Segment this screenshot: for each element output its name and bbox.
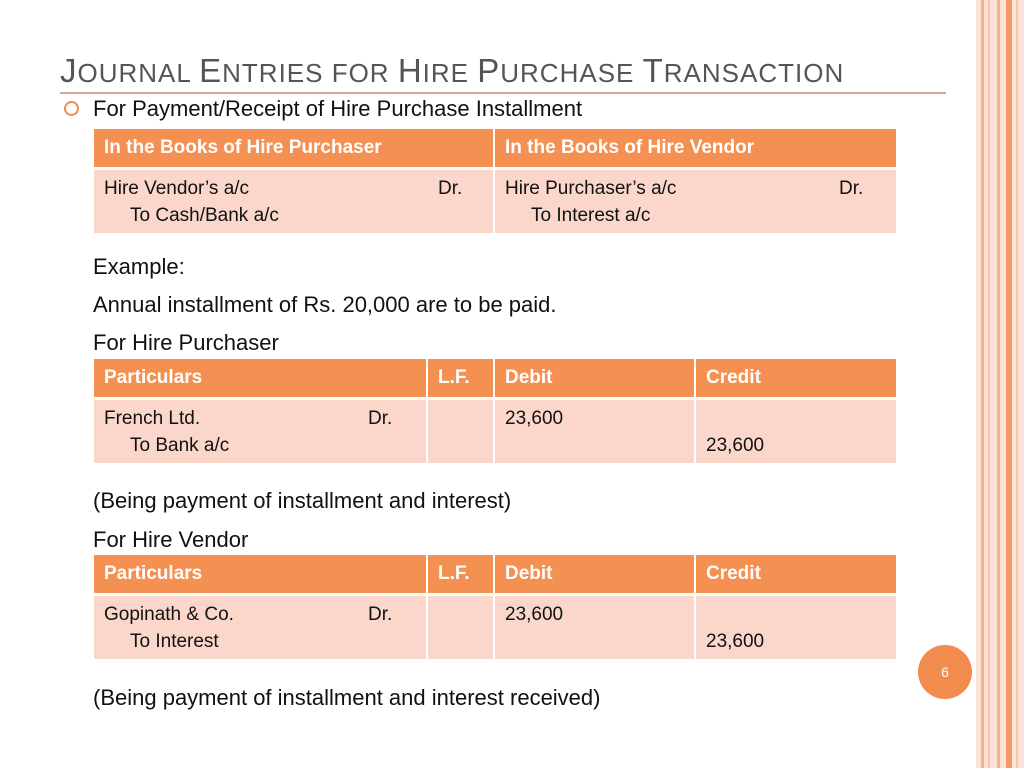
decorative-stripe bbox=[997, 0, 1000, 768]
purchaser-entry-cell bbox=[94, 169, 494, 233]
decorative-stripe bbox=[1006, 0, 1012, 768]
title-divider bbox=[60, 92, 946, 94]
title-initial: J bbox=[60, 52, 78, 89]
bullet-circle-icon bbox=[64, 101, 79, 116]
header-debit: Debit bbox=[494, 555, 695, 595]
books-table bbox=[94, 129, 896, 233]
credit-account: To Interest bbox=[130, 631, 219, 652]
credit-amount: 23,600 bbox=[706, 631, 765, 652]
bullet-text: For Payment/Receipt of Hire Purchase Installment bbox=[93, 96, 583, 121]
credit-amount: 23,600 bbox=[706, 435, 765, 456]
credit-cell bbox=[695, 399, 896, 463]
header-debit: Debit bbox=[494, 359, 695, 399]
debit-amount: 23,600 bbox=[505, 604, 564, 625]
header-cell-purchaser: In the Books of Hire Purchaser bbox=[94, 129, 494, 169]
credit-cell bbox=[695, 595, 896, 659]
header-particulars: Particulars bbox=[94, 359, 427, 399]
debit-account: Hire Purchaser’s a/c bbox=[505, 178, 677, 199]
decorative-stripe bbox=[1016, 0, 1018, 768]
slide-title bbox=[60, 52, 844, 90]
dr-marker: Dr. bbox=[438, 178, 463, 199]
title-initial: H bbox=[397, 52, 423, 89]
credit-account: To Interest a/c bbox=[531, 205, 651, 226]
lf-cell bbox=[427, 399, 494, 463]
title-initial: P bbox=[477, 52, 501, 89]
entry-debit-line bbox=[104, 405, 416, 432]
entry-debit-line bbox=[505, 175, 886, 202]
header-credit: Credit bbox=[695, 359, 896, 399]
dr-marker: Dr. bbox=[839, 178, 864, 199]
particulars-cell bbox=[94, 595, 427, 659]
table-header-row bbox=[94, 359, 896, 399]
title-rest: IRE bbox=[422, 58, 478, 88]
debit-account: Gopinath & Co. bbox=[104, 604, 234, 625]
header-lf: L.F. bbox=[427, 359, 494, 399]
table-row bbox=[94, 595, 896, 659]
table-header-row bbox=[94, 555, 896, 595]
debit-amount: 23,600 bbox=[505, 408, 564, 429]
purchaser-narration: (Being payment of installment and interest) bbox=[93, 488, 512, 513]
lf-cell bbox=[427, 595, 494, 659]
title-initial: E bbox=[199, 52, 223, 89]
decorative-stripe bbox=[988, 0, 990, 768]
purchaser-heading: For Hire Purchaser bbox=[93, 330, 279, 355]
table-row bbox=[94, 169, 896, 233]
table-header-row bbox=[94, 129, 896, 169]
title-rest: URCHASE bbox=[500, 58, 643, 88]
header-particulars: Particulars bbox=[94, 555, 427, 595]
particulars-cell bbox=[94, 399, 427, 463]
example-statement: Annual installment of Rs. 20,000 are to be paid. bbox=[93, 292, 557, 317]
entry-debit-line bbox=[104, 175, 483, 202]
credit-account: To Bank a/c bbox=[130, 435, 230, 456]
page-number: 6 bbox=[941, 664, 949, 680]
title-rest: OURNAL bbox=[77, 58, 200, 88]
vendor-heading: For Hire Vendor bbox=[93, 527, 249, 552]
table-row bbox=[94, 399, 896, 463]
vendor-entry-cell bbox=[494, 169, 896, 233]
entry-debit-line bbox=[104, 601, 416, 628]
dr-marker: Dr. bbox=[368, 408, 393, 429]
debit-account: French Ltd. bbox=[104, 408, 201, 429]
vendor-journal-table bbox=[94, 555, 896, 659]
header-credit: Credit bbox=[695, 555, 896, 595]
bullet-point bbox=[64, 96, 582, 122]
header-cell-vendor: In the Books of Hire Vendor bbox=[494, 129, 896, 169]
title-rest: RANSACTION bbox=[663, 58, 845, 88]
vendor-narration: (Being payment of installment and interest received) bbox=[93, 685, 601, 710]
header-lf: L.F. bbox=[427, 555, 494, 595]
debit-account: Hire Vendor’s a/c bbox=[104, 178, 250, 199]
dr-marker: Dr. bbox=[368, 604, 393, 625]
credit-account: To Cash/Bank a/c bbox=[130, 205, 279, 226]
debit-cell bbox=[494, 595, 695, 659]
decorative-stripe bbox=[981, 0, 984, 768]
title-initial: T bbox=[642, 52, 664, 89]
purchaser-journal-table bbox=[94, 359, 896, 463]
example-label: Example: bbox=[93, 254, 185, 279]
page-number-badge bbox=[918, 645, 972, 699]
debit-cell bbox=[494, 399, 695, 463]
title-rest: NTRIES FOR bbox=[222, 58, 398, 88]
